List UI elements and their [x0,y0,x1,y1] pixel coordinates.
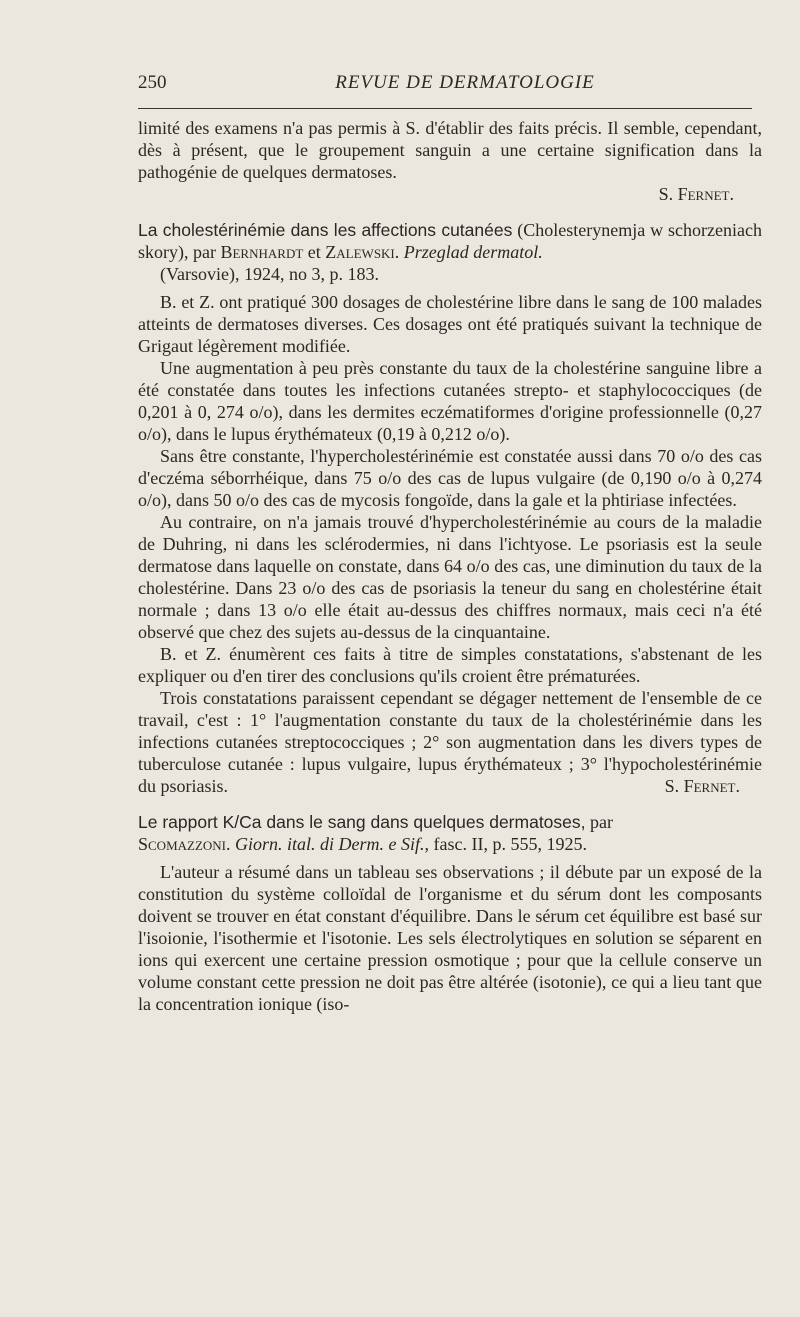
article-citation-2: fasc. II, p. 555, 1925. [429,834,587,854]
article-subtitle-1: (Cholesterynemja w schorzeniach skory), par [138,220,762,262]
article-and-word: et [303,242,326,262]
intro-paragraph: limité des examens n'a pas permis à S. d'établir des faits précis. Il semble, cependant, dès à présent, que le groupement sanguin a une certaine signification dans la pathogénie de quelques dermatoses. [138,118,762,182]
header-rule [138,108,752,109]
article1-paragraph-5: B. et Z. énumèrent ces faits à titre de simples constatations, s'abstenant de les expliquer ou d'en tirer des conclusions qu'ils croient être prématurées. [138,644,762,686]
article1-paragraph-3: Sans être constante, l'hypercholestérinémie est constatée aussi dans 70 o/o des cas d'eczéma séborrhéique, dans 75 o/o des cas de lupus vulgaire (de 0,190 o/o à 0,274 o/o), dans 50 o/o des cas de mycosis fongoïde, dans la gale et la phtiriase infectées. [138,446,762,510]
article1-paragraph-2: Une augmentation à peu près constante du taux de la cholestérine sanguine libre a été constatée dans toutes les infections cutanées strepto- et staphylococciques (de 0,201 à 0, 274 o/o), dans les dermites eczématiformes d'origine professionnelle (0,27 o/o), dans le lupus érythémateux (0,19 à 0,212 o/o). [138,358,762,444]
page-header [138,72,762,98]
intro-signature [138,183,762,205]
article2-paragraph-1: L'auteur a résumé dans un tableau ses observations ; il débute par un exposé de la constitution du système colloïdal de l'organisme et du sérum dont les composants doivent se trouver en état constant d'équilibre. Dans le sérum cet équilibre est basé sur l'isoionie, l'isothermie et l'isotonie. Les sels électrolytiques en solution se séparent en ions qui exercent une certaine pression osmotique ; pour que la cellule conserve un volume constant cette pression ne doit pas être altérée (isotonie), ce qui a lieu tant que la concentration ionique (iso- [138,862,762,1014]
article1-paragraph-6-text: Trois constatations paraissent cependant se dégager nettement de l'ensemble de ce travail, c'est : 1° l'augmentation constante du taux de la cholestérinémie dans les infections cutanées streptococciques ; 2° son augmentation dans les divers types de tuberculose cutanée : lupus vulgaire, lupus érythémateux ; 3° l'hypocholestérinémie du psoriasis. [138,688,762,796]
article-author-2: Scomazzoni. [138,834,231,854]
article-heading-1 [138,219,762,285]
article-author-1b: Zalewski. [325,242,400,262]
article1-signature: S. Fernet. [664,776,740,796]
signature-text: S. Fernet. [658,184,734,204]
article1-paragraph-1: B. et Z. ont pratiqué 300 dosages de cholestérine libre dans le sang de 100 malades atteints de dermatoses diverses. Ces dosages ont été pratiqués suivant la technique de Grigaut légèrement modifiée. [138,292,762,356]
article-par-2: par [585,812,613,832]
running-title: REVUE DE DERMATOLOGIE [335,72,595,93]
article1-paragraph-4: Au contraire, on n'a jamais trouvé d'hypercholestérinémie au cours de la maladie de Duhring, ni dans les sclérodermies, ni dans l'ichtyose. Le psoriasis est la seule dermatose dans laquelle on constate, dans 64 o/o des cas, une diminution du taux de la cholestérine. Dans 23 o/o des cas de psoriasis la teneur du sang en cholestérine était normale ; dans 13 o/o elle était au-dessus des chiffres normaux, mais ceci n'a été observé que chez des sujets au-dessus de la cinquantaine. [138,512,762,642]
article-journal-2: Giorn. ital. di Derm. e Sif., [230,834,430,854]
article-title-2: Le rapport K/Ca dans le sang dans quelques dermatoses, [138,812,586,832]
article1-paragraph-6 [138,687,762,797]
article-journal-1: Przeglad dermatol. [399,242,543,262]
article-title-1: La cholestérinémie dans les affections cutanées [138,220,513,240]
page-body [138,117,762,1015]
article-author-1a: Bernhardt [220,242,304,262]
page-number: 250 [138,72,167,93]
article-heading-2 [138,811,762,855]
article-citation-1: (Varsovie), 1924, no 3, p. 183. [160,264,379,284]
